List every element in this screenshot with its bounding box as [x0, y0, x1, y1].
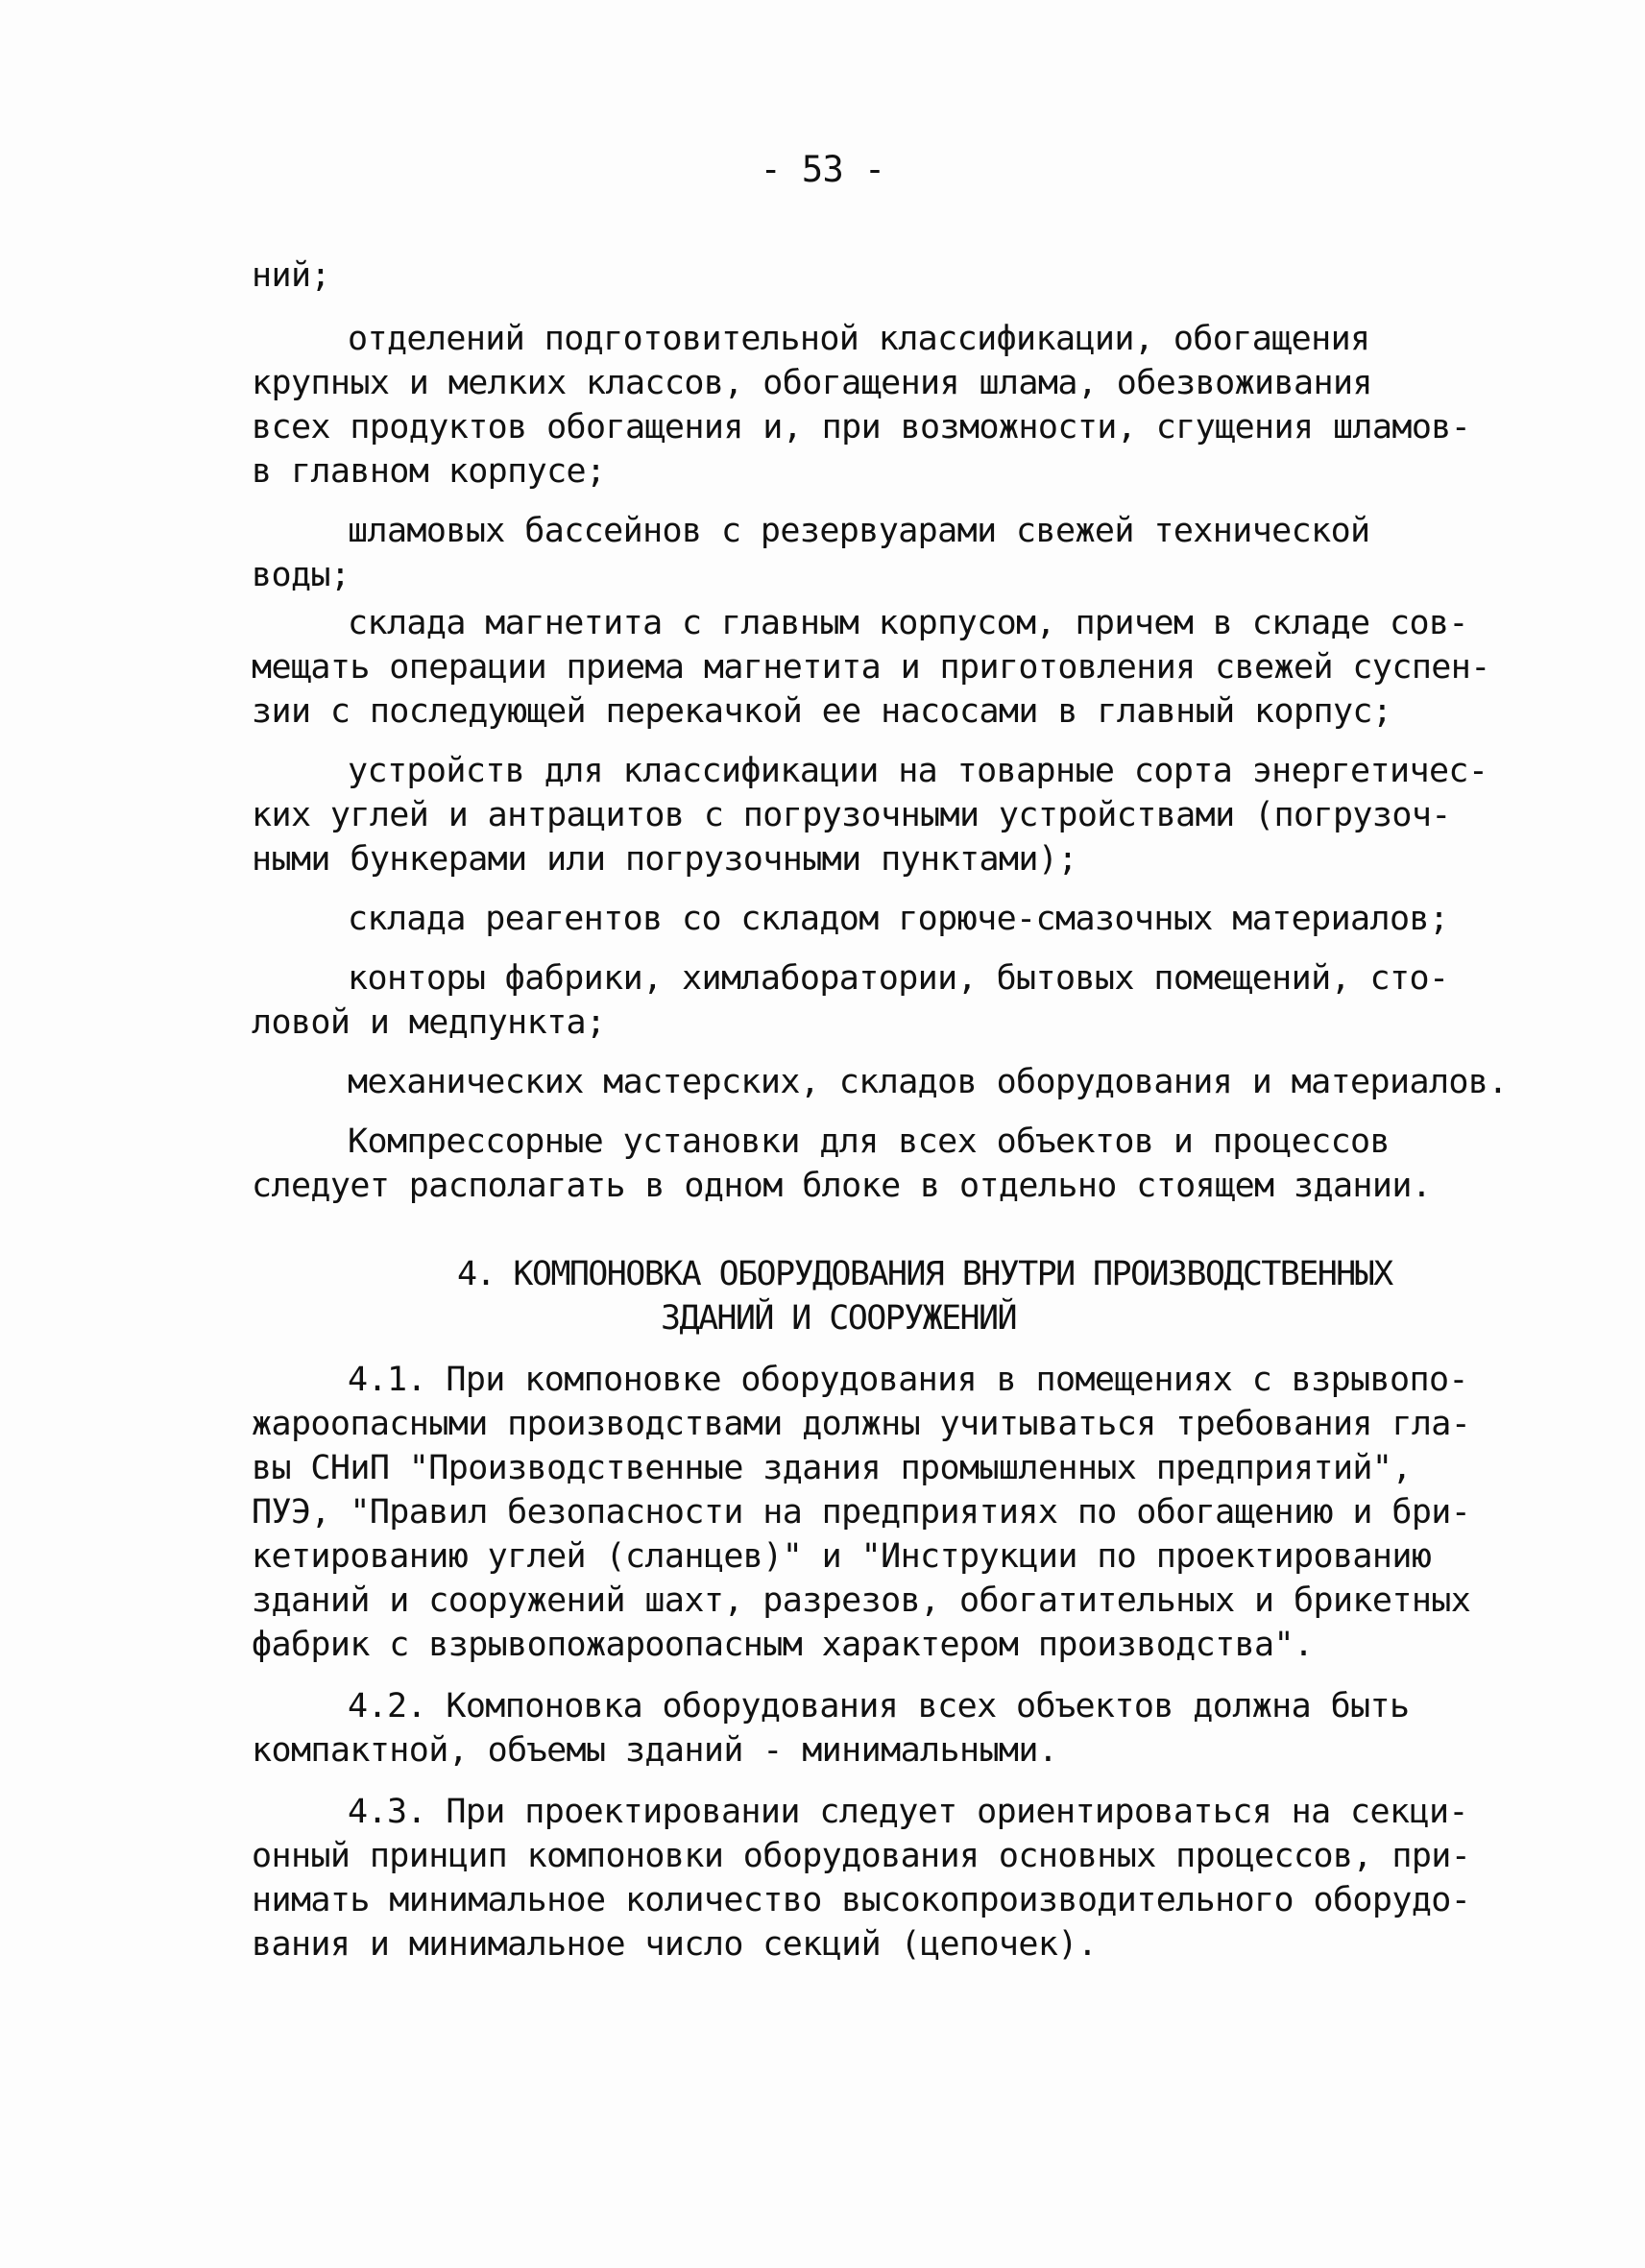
text-line: воды;: [252, 556, 351, 594]
text-line: мещать операции приема магнетита и приготовления свежей суспен-: [252, 648, 1490, 687]
text-line: фабрик с взрывопожароопасным характером производства".: [252, 1626, 1314, 1664]
text-line: онный принцип компоновки оборудования основных процессов, при-: [252, 1837, 1471, 1875]
text-line: кетированию углей (сланцев)" и "Инструкции по проектированию: [252, 1537, 1432, 1576]
text-line: отделений подготовительной классификации, обогащения: [348, 320, 1370, 358]
text-line: нимать минимальное количество высокопроизводительного оборудо-: [252, 1881, 1471, 1919]
text-line: 4.1. При компоновке оборудования в помещениях с взрывопо-: [348, 1361, 1468, 1399]
text-line: 4.3. При проектировании следует ориентироваться на секци-: [348, 1793, 1468, 1831]
text-line: ний;: [252, 256, 330, 295]
text-line: в главном корпусе;: [252, 452, 606, 491]
text-line: Компрессорные установки для всех объектов и процессов: [348, 1122, 1391, 1161]
text-line: всех продуктов обогащения и, при возможности, сгущения шламов-: [252, 408, 1471, 446]
text-line: жароопасными производствами должны учитываться требования гла-: [252, 1405, 1471, 1443]
section-heading-line: 4. КОМПОНОВКА ОБОРУДОВАНИЯ ВНУТРИ ПРОИЗВОДСТВЕННЫХ: [457, 1255, 1392, 1293]
text-line: механических мастерских, складов оборудования и материалов.: [348, 1063, 1508, 1101]
text-line: 4.2. Компоновка оборудования всех объектов должна быть: [348, 1687, 1410, 1725]
text-line: склада магнетита с главным корпусом, причем в складе сов-: [348, 604, 1468, 642]
text-line: следует располагать в одном блоке в отдельно стоящем здании.: [252, 1167, 1432, 1205]
text-line: компактной, объемы зданий - минимальными.: [252, 1731, 1058, 1770]
text-line: ПУЭ, "Правил безопасности на предприятиях по обогащению и бри-: [252, 1493, 1471, 1532]
section-heading-line: ЗДАНИЙ И СООРУЖЕНИЙ: [661, 1299, 1016, 1338]
text-line: зданий и сооружений шахт, разрезов, обогатительных и брикетных: [252, 1581, 1471, 1620]
text-line: конторы фабрики, химлаборатории, бытовых помещений, сто-: [348, 959, 1449, 998]
text-line: ными бункерами или погрузочными пунктами);: [252, 840, 1077, 879]
text-line: крупных и мелких классов, обогащения шлама, обезвоживания: [252, 364, 1372, 402]
text-line: шламовых бассейнов с резервуарами свежей технической: [348, 512, 1370, 550]
text-line: устройств для классификации на товарные сорта энергетичес-: [348, 752, 1488, 790]
text-line: зии с последующей перекачкой ее насосами в главный корпус;: [252, 692, 1392, 731]
text-line: ловой и медпункта;: [252, 1003, 606, 1042]
text-line: склада реагентов со складом горюче-смазочных материалов;: [348, 900, 1449, 938]
text-line: ких углей и антрацитов с погрузочными устройствами (погрузоч-: [252, 796, 1451, 834]
page-number: - 53 -: [760, 149, 885, 190]
text-line: вы СНиП "Производственные здания промышленных предприятий",: [252, 1449, 1412, 1487]
text-line: вания и минимальное число секций (цепочек).: [252, 1925, 1098, 1964]
